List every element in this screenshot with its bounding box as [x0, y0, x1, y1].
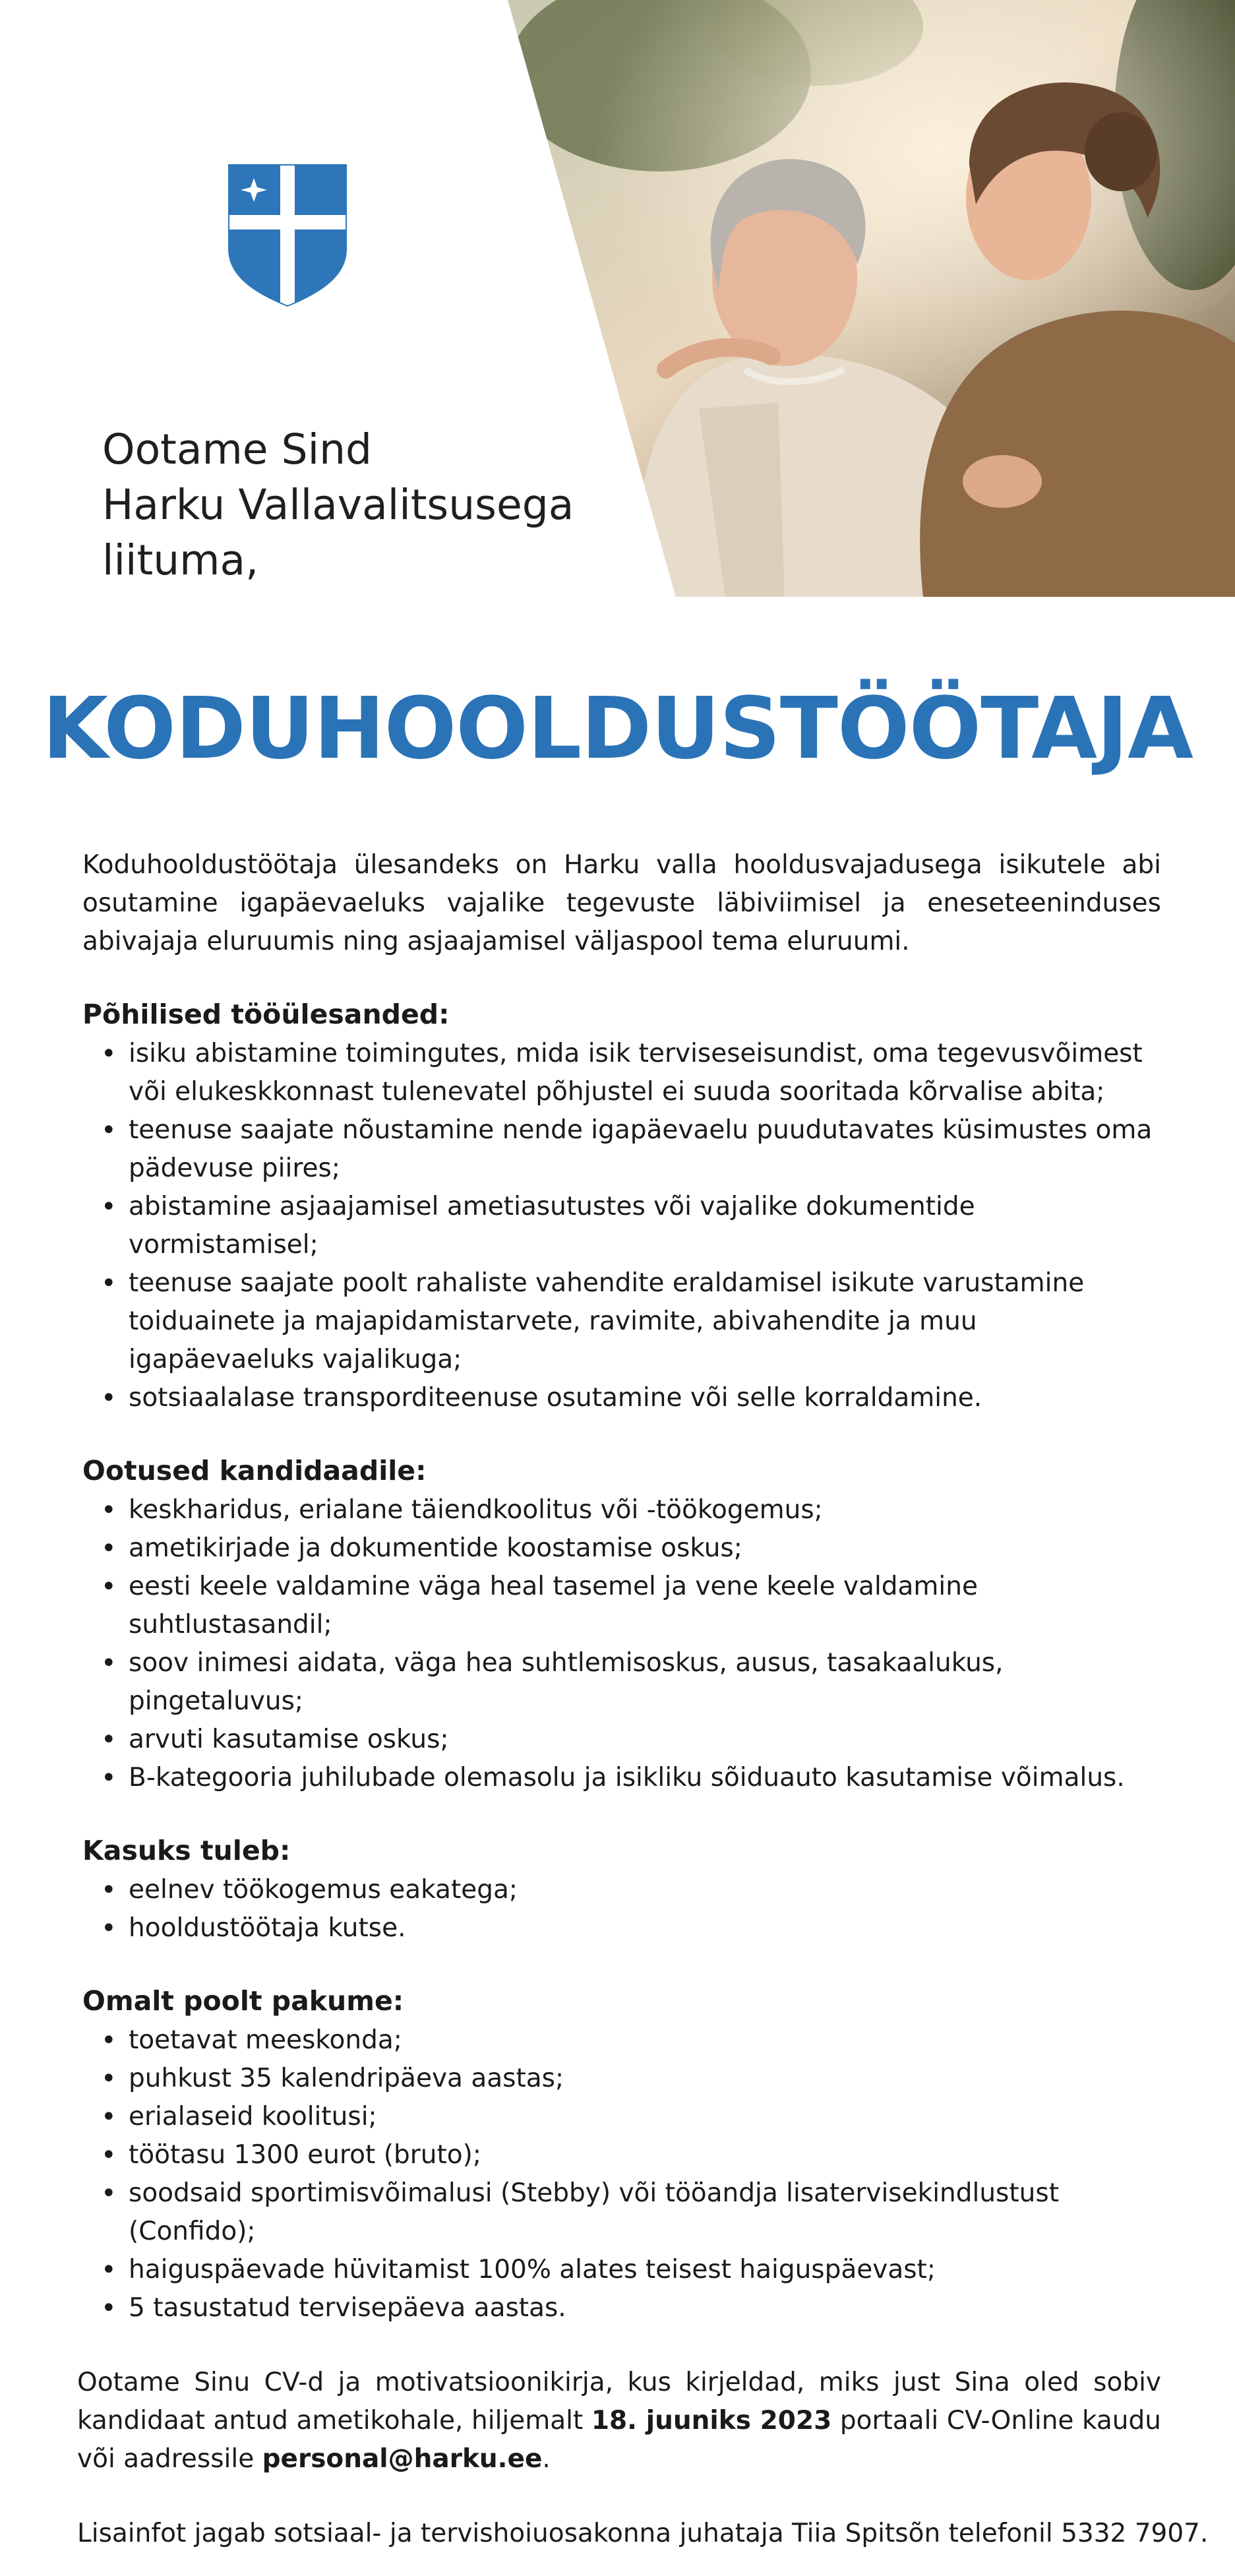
task-list: [82, 1035, 1161, 1417]
list-item: • isiku abistamine toimingutes, mida isik terviseseisundist, oma tegevusvõimest või elukeskkonnast tulenevatel põhjustel ei suuda sooritada kõrvalise abita;: [129, 1035, 1161, 1111]
list-item: • puhkust 35 kalendripäeva aastas;: [129, 2060, 1161, 2098]
list-item: • keskharidus, erialane täiendkoolitus või -töökogemus;: [129, 1491, 1161, 1529]
list-item: • arvuti kasutamise oskus;: [129, 1721, 1161, 1759]
section-advantages: [82, 1831, 1161, 1947]
list-item: • B-kategooria juhilubade olemasolu ja isikliku sõiduauto kasutamise võimalus.: [129, 1759, 1161, 1797]
section-offer: [82, 1982, 1161, 2327]
list-item: • teenuse saajate nõustamine nende igapäevaelu puudutavates küsimustes oma pädevuse piires;: [129, 1111, 1161, 1188]
list-item: • sotsiaalalase transporditeenuse osutamine või selle korraldamine.: [129, 1379, 1161, 1417]
intro-line-3: liituma,: [102, 536, 259, 584]
email-address[interactable]: personal@harku.ee: [262, 2444, 543, 2474]
job-title: KODUHOOLDUSTÖÖTAJA: [42, 679, 1193, 778]
section-tasks: [82, 995, 1161, 1417]
list-item: • töötasu 1300 eurot (bruto);: [129, 2136, 1161, 2174]
section-title: Ootused kandidaadile:: [82, 1455, 427, 1487]
intro-text: [102, 422, 574, 588]
section-title: Omalt poolt pakume:: [82, 1985, 404, 2017]
list-item: • soov inimesi aidata, väga hea suhtlemisoskus, ausus, tasakaalukus, pingetaluvus;: [129, 1644, 1161, 1721]
list-item: • toetavat meeskonda;: [129, 2021, 1161, 2060]
list-item: • eesti keele valdamine väga heal tasemel ja vene keele valdamine suhtlustasandil;: [129, 1568, 1161, 1644]
list-item: • 5 tasustatud tervisepäeva aastas.: [129, 2289, 1161, 2327]
list-item: • erialaseid koolitusi;: [129, 2098, 1161, 2136]
contact-info: Lisainfot jagab sotsiaal- ja tervishoiuosakonna juhataja Tiia Spitsõn telefonil 5332 7907.: [77, 2519, 1209, 2548]
list-item: • eelnev töökogemus eakatega;: [129, 1871, 1161, 1909]
section-title: Põhilised tööülesanded:: [82, 998, 450, 1030]
application-instructions: [77, 2364, 1161, 2478]
section-title: Kasuks tuleb:: [82, 1835, 291, 1866]
job-description-body: [77, 846, 1209, 2553]
description-paragraph: Koduhooldustöötaja ülesandeks on Harku valla hooldusvajadusega isikutele abi osutamine igapäevaeluks vajalike tegevuste läbiviimisel ja eneseteeninduses abivajaja eluruumis ning asjaajamisel väljaspool tema eluruumi.: [82, 850, 1161, 956]
intro-line-1: Ootame Sind: [102, 425, 373, 474]
list-item: • haiguspäevade hüvitamist 100% alates teisest haiguspäevast;: [129, 2251, 1161, 2289]
list-item: • soodsaid sportimisvõimalusi (Stebby) või tööandja lisatervisekindlustust (Confido);: [129, 2174, 1161, 2251]
application-deadline: 18. juuniks 2023: [591, 2406, 832, 2436]
harku-crest-logo: [227, 164, 347, 307]
offer-list: [82, 2021, 1161, 2327]
intro-line-2: Harku Vallavalitsusega: [102, 481, 574, 529]
list-item: • ametikirjade ja dokumentide koostamise oskus;: [129, 1529, 1161, 1568]
closing-text-3: .: [542, 2444, 551, 2474]
section-expectations: [82, 1452, 1161, 1797]
closing-text-2: portaali CV-Online kaudu või aadressile: [77, 2406, 1161, 2474]
closing-text-1: Ootame Sinu CV-d ja motivatsioonikirja, kus kirjeldad, miks just Sina oled sobiv kandidaat antud ametikohale, hiljemalt: [77, 2368, 1161, 2436]
list-item: • abistamine asjaajamisel ametiasutustes või vajalike dokumentide vormistamisel;: [129, 1188, 1161, 1264]
list-item: • teenuse saajate poolt rahaliste vahendite eraldamisel isikute varustamine toiduainete ja majapidamistarvete, ravimite, abivahendite ja muu igapäevaeluks vajalikuga;: [129, 1264, 1161, 1379]
list-item: • hooldustöötaja kutse.: [129, 1909, 1161, 1947]
expectations-list: [82, 1491, 1161, 1797]
advantages-list: [82, 1871, 1161, 1947]
